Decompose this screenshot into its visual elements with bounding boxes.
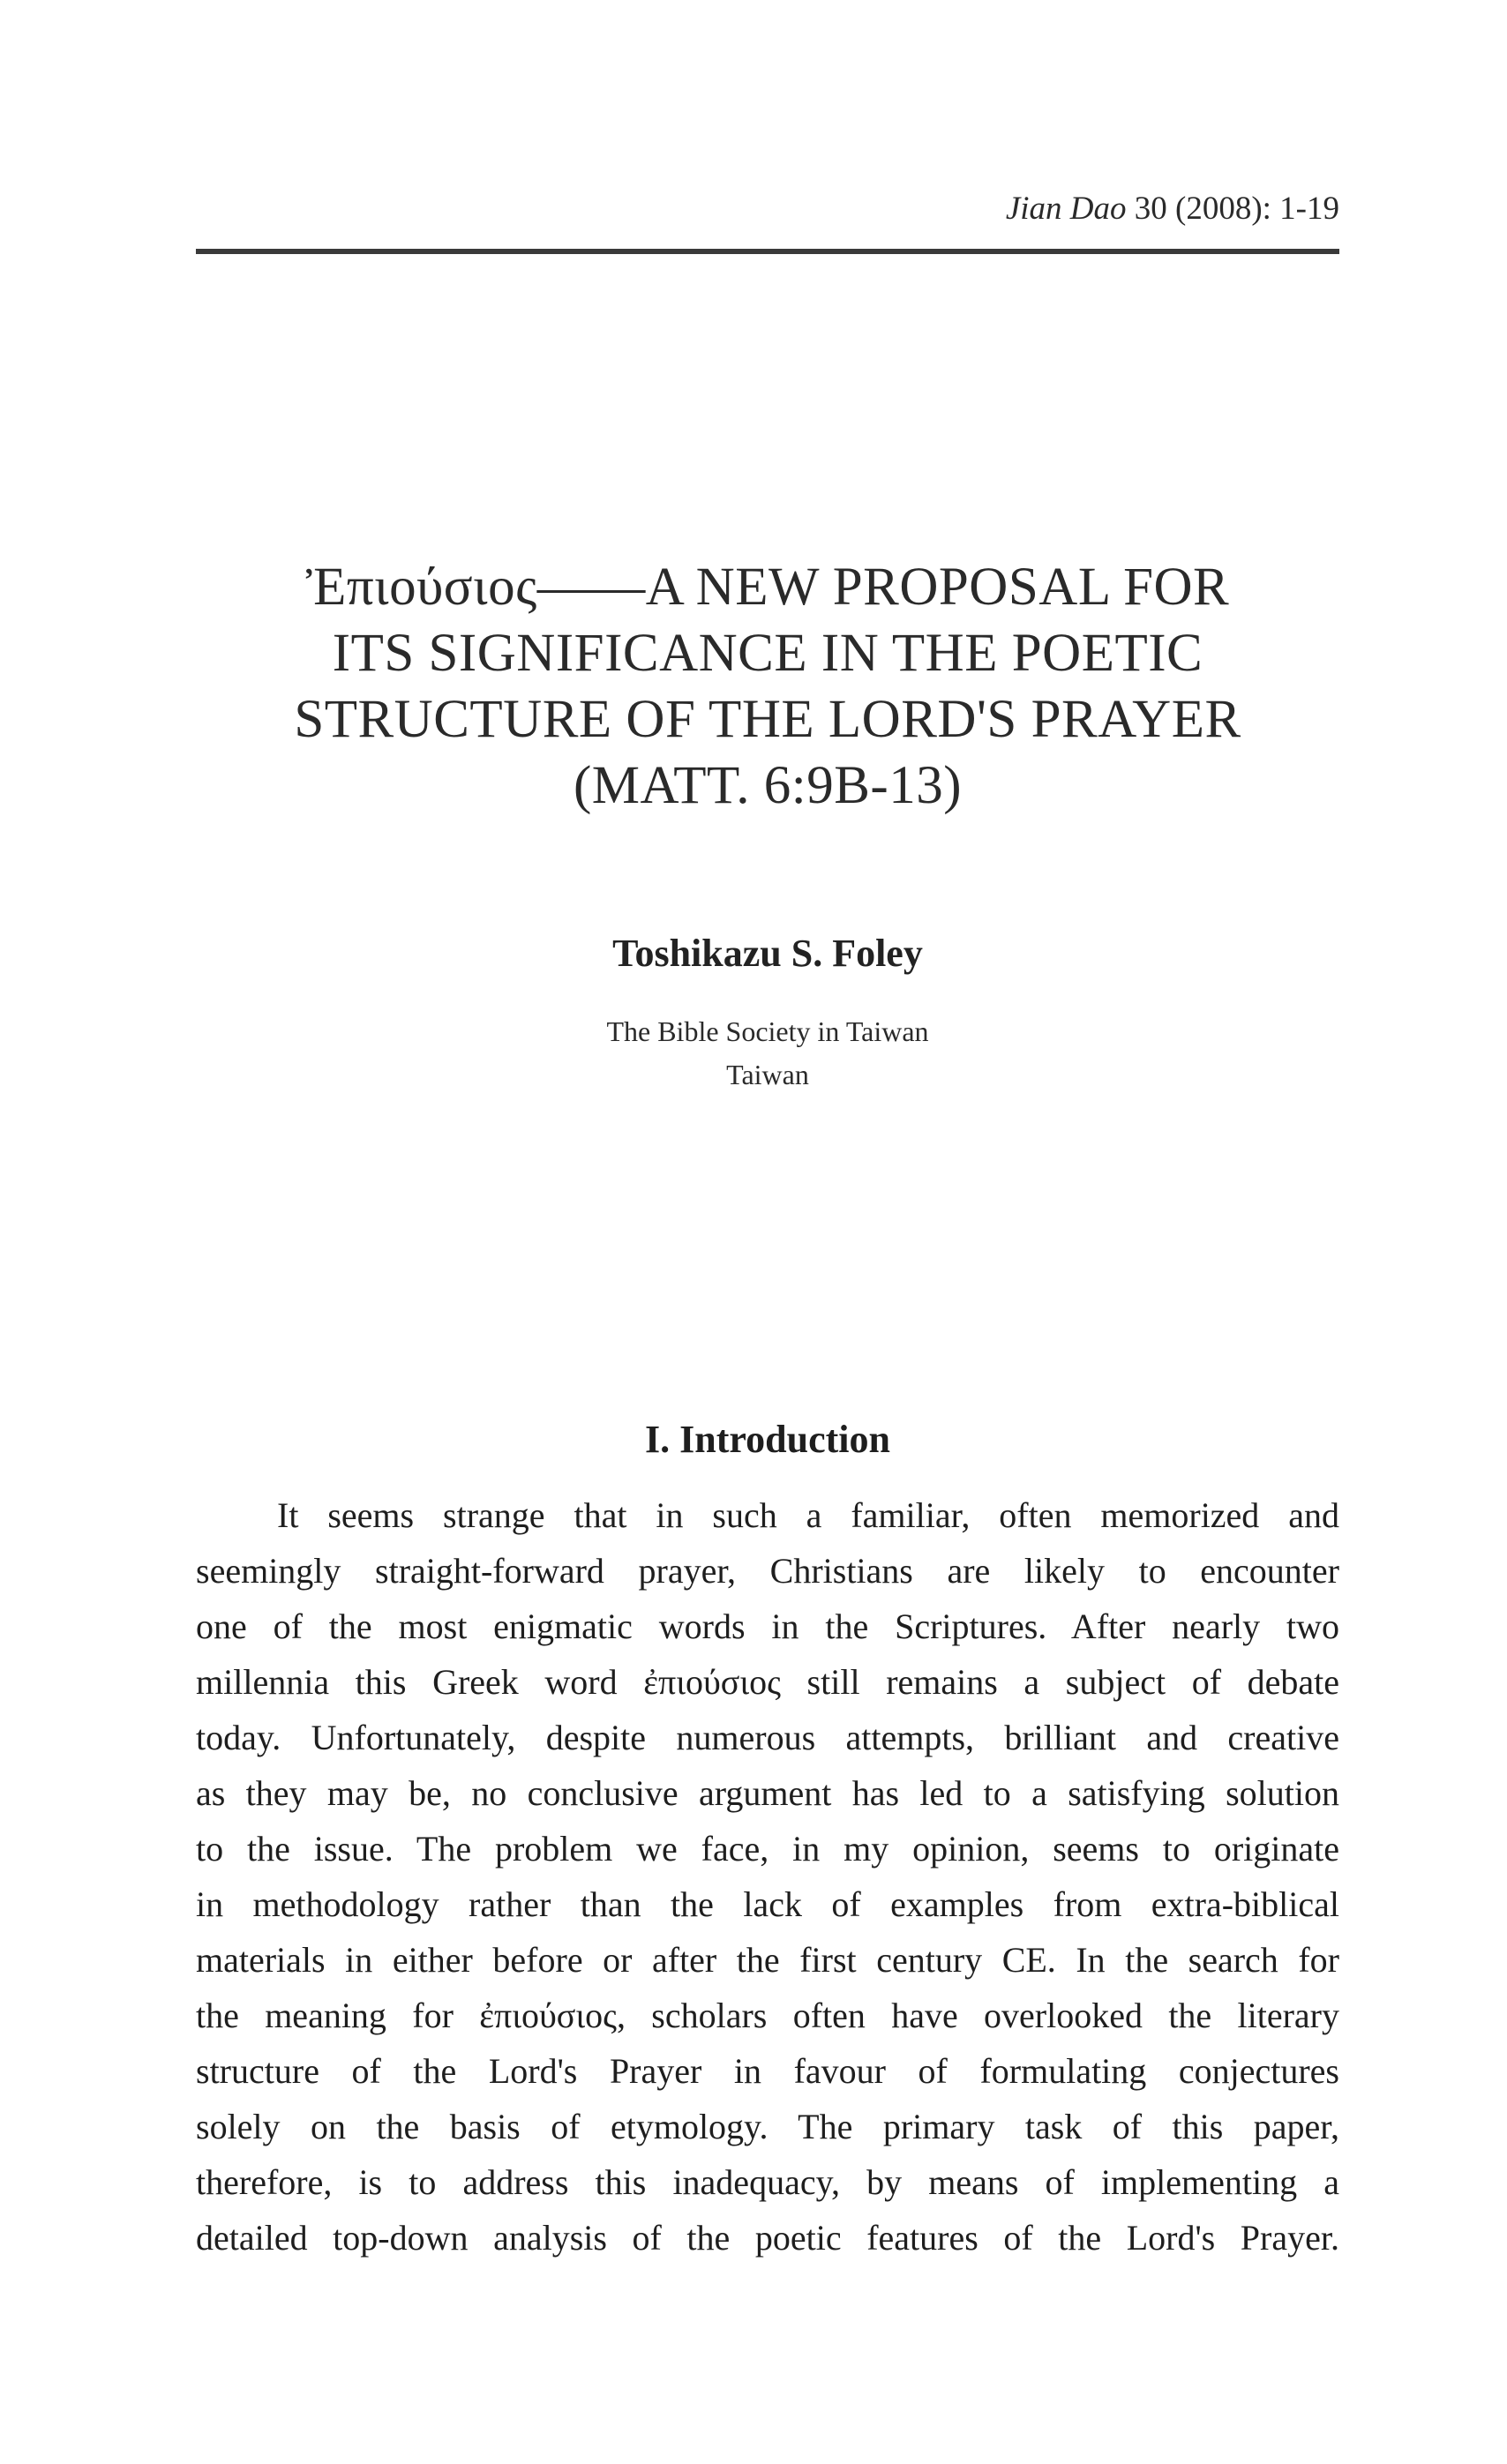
paragraph-line: solely on the basis of etymology. The primary task of this paper, <box>196 2107 1339 2146</box>
paragraph-line: materials in either before or after the first century CE. In the search for <box>196 1940 1339 1980</box>
author-affiliation <box>196 1010 1339 1097</box>
author-name: Toshikazu S. Foley <box>612 932 923 975</box>
title-line: ITS SIGNIFICANCE IN THE POETIC <box>332 624 1203 683</box>
paragraph-line: detailed top-down analysis of the poetic features of the Lord's Prayer. <box>196 2218 1339 2258</box>
journal-citation: 30 (2008): 1-19 <box>1134 191 1339 227</box>
affiliation-location: Taiwan <box>726 1059 809 1090</box>
affiliation-org: The Bible Society in Taiwan <box>606 1015 929 1047</box>
title-line: (MATT. 6:9B-13) <box>573 756 963 815</box>
journal-name: Jian Dao <box>1005 191 1127 227</box>
paragraph-line: structure of the Lord's Prayer in favour of formulating conjectures <box>196 2051 1339 2091</box>
running-head <box>1006 190 1339 228</box>
title-line: Ἐπιούσιος——A NEW PROPOSAL FOR <box>305 558 1230 617</box>
article-title <box>196 554 1339 819</box>
header-rule <box>196 249 1339 254</box>
section-heading: I. Introduction <box>645 1418 890 1461</box>
paragraph-line: therefore, is to address this inadequacy, by means of implementing a <box>196 2162 1339 2202</box>
paragraph-line: to the issue. The problem we face, in my opinion, seems to originate <box>196 1829 1339 1869</box>
paragraph-line: the meaning for ἐπιούσιος, scholars often have overlooked the literary <box>196 1996 1339 2035</box>
title-line: STRUCTURE OF THE LORD'S PRAYER <box>294 690 1241 749</box>
paragraph-line: in methodology rather than the lack of examples from extra-biblical <box>196 1884 1339 1924</box>
paragraph-line: millennia this Greek word ἐπιούσιος still remains a subject of debate <box>196 1662 1339 1702</box>
paragraph-line: today. Unfortunately, despite numerous attempts, brilliant and creative <box>196 1718 1339 1757</box>
paragraph-line: one of the most enigmatic words in the Scriptures. After nearly two <box>196 1606 1339 1646</box>
paragraph-line: seemingly straight-forward prayer, Christians are likely to encounter <box>196 1551 1339 1591</box>
introduction-paragraph <box>196 1487 1339 2266</box>
paragraph-line: as they may be, no conclusive argument has led to a satisfying solution <box>196 1773 1339 1813</box>
paragraph-line: It seems strange that in such a familiar, often memorized and <box>277 1495 1339 1535</box>
